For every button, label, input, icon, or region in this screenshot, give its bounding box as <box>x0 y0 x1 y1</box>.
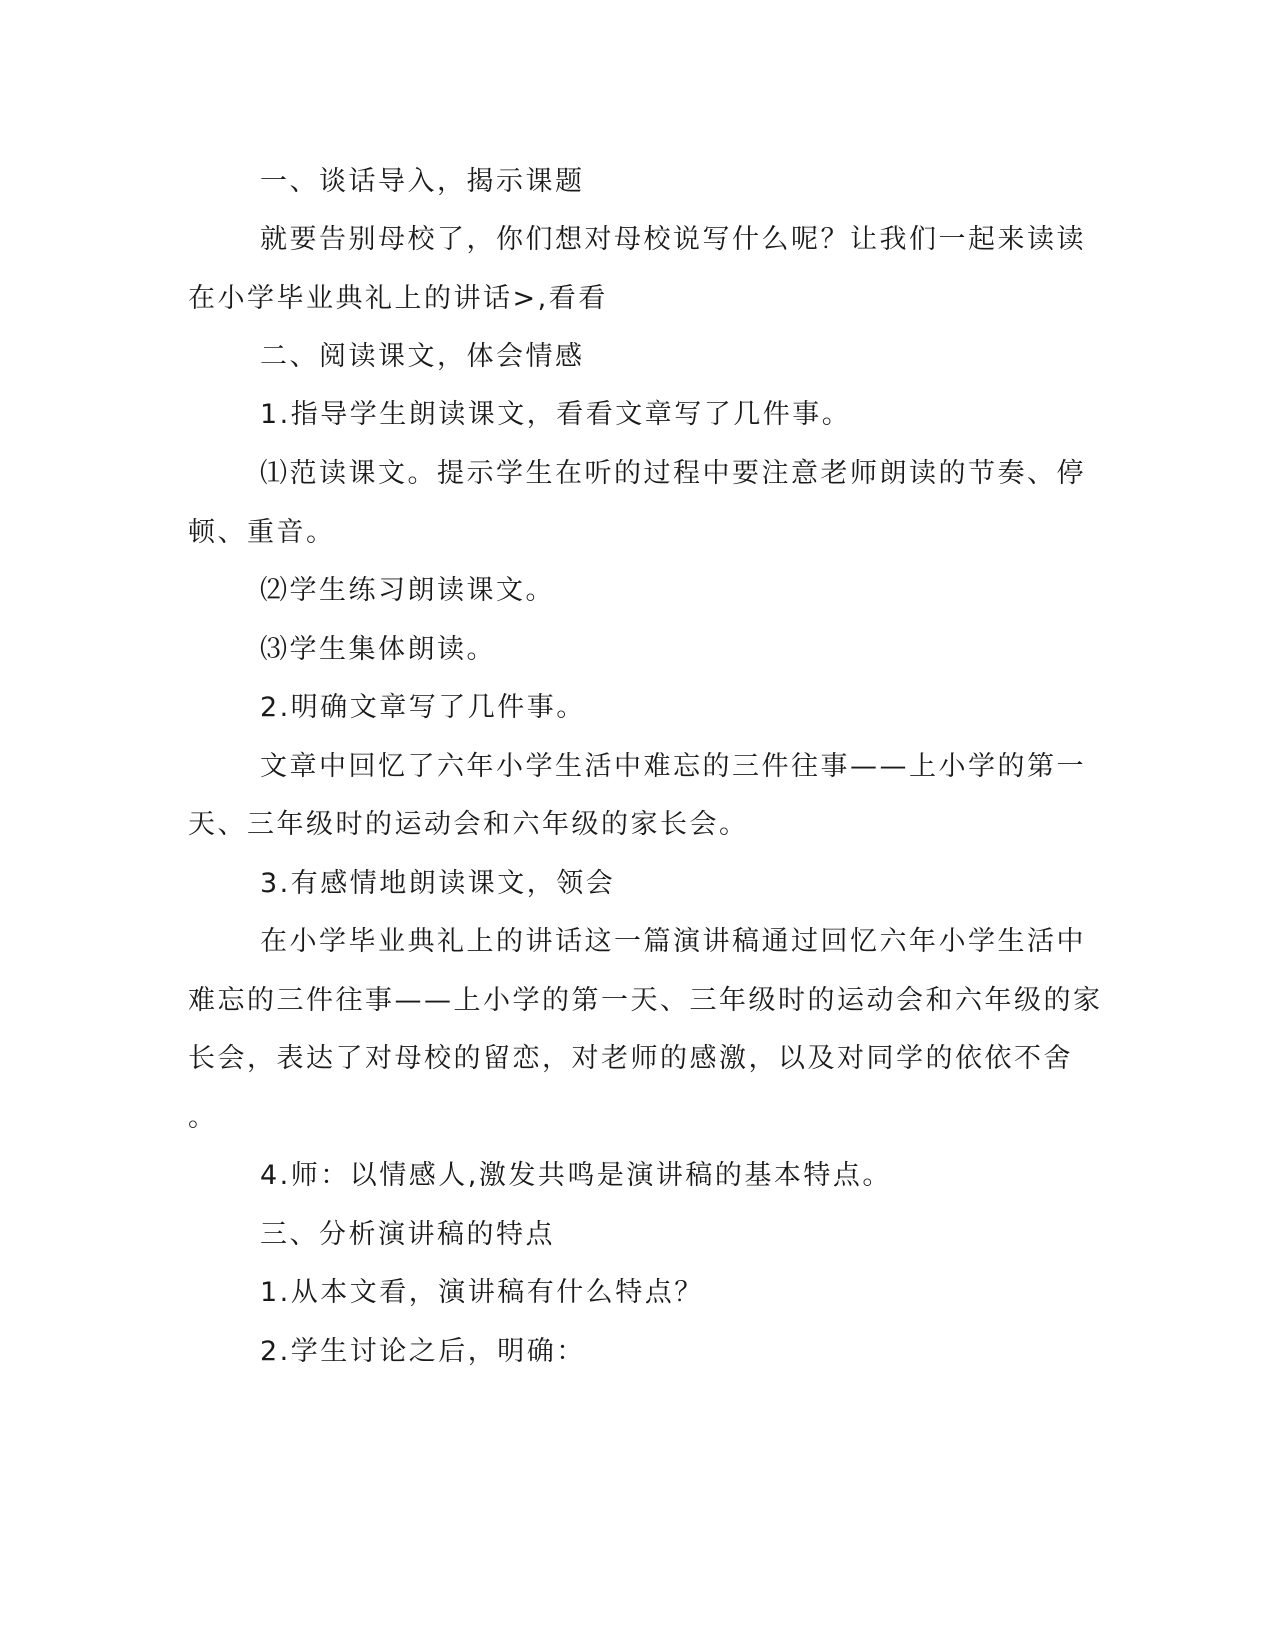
list-item: 1.从本文看，演讲稿有什么特点？ <box>260 1277 704 1308</box>
list-item: 4.师：以情感人,激发共鸣是演讲稿的基本特点。 <box>260 1160 892 1191</box>
paragraph-line: 就要告别母校了，你们想对母校说写什么呢？让我们一起来读读 <box>260 224 1086 255</box>
paragraph-line: 顿、重音。 <box>188 517 336 548</box>
paragraph-line: 长会，表达了对母校的留恋，对老师的感激，以及对同学的依依不舍 <box>188 1043 1073 1074</box>
section-heading: 三、分析演讲稿的特点 <box>260 1219 555 1250</box>
section-heading: 一、谈话导入，揭示课题 <box>260 166 585 197</box>
paragraph-line: 难忘的三件往事——上小学的第一天、三年级时的运动会和六年级的家 <box>188 985 1103 1016</box>
paragraph-line: 。 <box>188 1102 218 1133</box>
list-item: ⑵学生练习朗读课文。 <box>260 575 555 606</box>
paragraph-line: 在小学毕业典礼上的讲话这一篇演讲稿通过回忆六年小学生活中 <box>260 926 1086 957</box>
list-item: ⑴范读课文。提示学生在听的过程中要注意老师朗读的节奏、停 <box>260 458 1086 489</box>
paragraph-line: 天、三年级时的运动会和六年级的家长会。 <box>188 809 749 840</box>
paragraph-line: 在小学毕业典礼上的讲话>,看看 <box>188 283 608 314</box>
list-item: 3.有感情地朗读课文，领会 <box>260 868 616 899</box>
section-heading: 二、阅读课文，体会情感 <box>260 341 585 372</box>
paragraph-line: 文章中回忆了六年小学生活中难忘的三件往事——上小学的第一 <box>260 751 1086 782</box>
list-item: 1.指导学生朗读课文，看看文章写了几件事。 <box>260 399 852 430</box>
list-item: 2.明确文章写了几件事。 <box>260 692 586 723</box>
list-item: 2.学生讨论之后，明确： <box>260 1336 586 1367</box>
list-item: ⑶学生集体朗读。 <box>260 634 496 665</box>
